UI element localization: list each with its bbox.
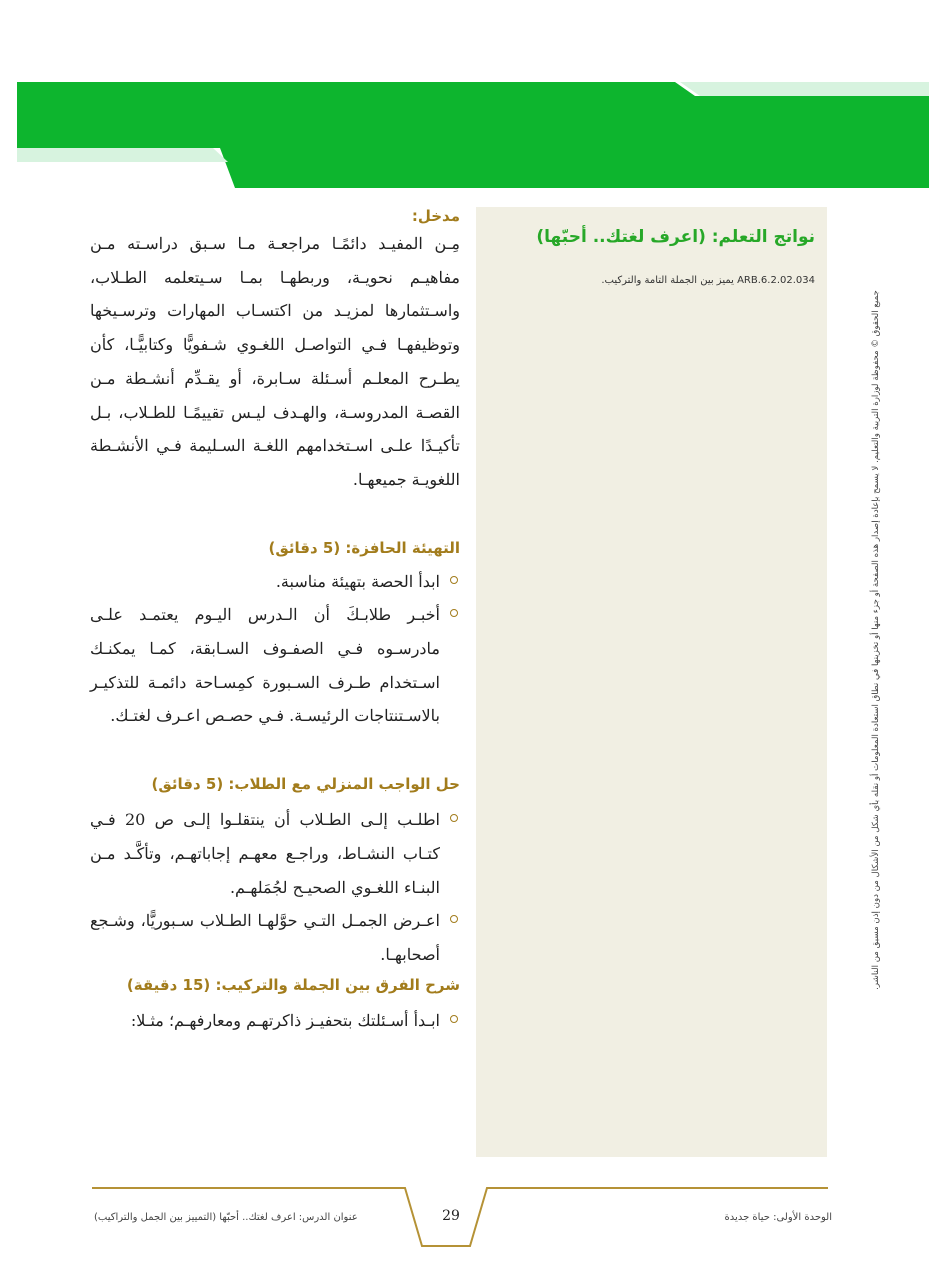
copyright-notice: جميع الحقوق © محفوظة لوزارة التربية والتعليم. لا يسمح بإعادة إصدار هذه الصفحة أو جزء منها أو تخزينها في نطاق استعادة المعلومات أو نقله بأي شكل من الأشكال من دون إذن مسبق من الناشر.	[871, 290, 881, 990]
homework-heading-label: حل الواجب المنزلي مع الطلاب:	[228, 775, 460, 794]
learning-outcomes-title: نواتج التعلم: (اعرف لغتك.. أحبّها)	[536, 227, 815, 247]
footer-unit-title: الوحدة الأولى: حياة جديدة	[724, 1212, 832, 1223]
warmup-list	[90, 565, 460, 734]
footer-frame	[0, 1180, 945, 1276]
bullet-circle-icon	[450, 576, 458, 584]
list-item	[90, 1004, 460, 1038]
list-item	[90, 598, 460, 733]
list-item	[90, 803, 460, 904]
warmup-item-text: أخبـر طلابـكَ أن الـدرس اليـوم يعتمـد علـى مادرسـوه فـي الصفـوف السـابقة، كمـا يمكنـك اسـتخدام طـرف السـبورة كمِسـاحة دائمـة للتذكيـر بالاسـتنتاجات الرئيسـة. فـي حصـص اعـرف لغتـك.	[90, 605, 440, 726]
bullet-circle-icon	[450, 1015, 458, 1023]
copyright-strip	[868, 290, 884, 990]
learning-outcome-item: ARB.6.2.02.034 يميز بين الجملة التامة والتركيب.	[601, 275, 815, 286]
homework-heading	[90, 773, 460, 795]
warmup-duration: (5 دقائق)	[268, 538, 341, 557]
bullet-circle-icon	[450, 609, 458, 617]
header-band	[0, 0, 945, 200]
explanation-heading-label: شرح الفرق بين الجملة والتركيب:	[215, 975, 460, 994]
homework-list	[90, 803, 460, 972]
learning-outcomes-panel	[476, 207, 827, 1157]
list-item	[90, 904, 460, 971]
header-light-stripe-bottom	[17, 148, 228, 162]
header-light-stripe-top	[680, 82, 929, 96]
intro-paragraph: مِـن المفيـد دائمًـا مراجعـة مـا سـبق دراسـته مـن مفاهيـم نحويـة، وربطهـا بمـا سـيتعلمه الطـلاب، واسـتثمارها لمزيـد من اكتسـاب المهارات وترسـيخها وتوظيفهـا فـي التواصـل اللغـوي شـفويًّا وكتابيًّـا، كأن يطـرح المعلـم أسـئلة سـابرة، أو يقـدِّم أنشـطة مـن القصـة المدروسـة، والهـدف ليـس تقييمًـا للطـلاب، بـل تأكيـدًا علـى اسـتخدامهم اللغـة السـليمة فـي الأنشـطة اللغويـة جميعهـا.	[90, 234, 460, 489]
warmup-heading-label: التهيئة الحافزة:	[345, 538, 460, 557]
warmup-heading	[90, 537, 460, 559]
header-green-band	[17, 82, 929, 188]
header-graphic	[0, 0, 945, 200]
explanation-duration: (15 دقيقة)	[126, 975, 211, 994]
page-number: 29	[442, 1208, 460, 1224]
bullet-circle-icon	[450, 915, 458, 923]
footer-lesson-title: عنوان الدرس: اعرف لغتك.. أحبّها (التمييز بين الجمل والتراكيب)	[94, 1212, 358, 1223]
homework-item-text: اطلـب إلـى الطـلاب أن ينتقلـوا إلـى ص 20 فـي كتـاب النشـاط، وراجـع معهـم إجاباتهـم، وتأكَّـد مـن البنـاء اللغـوي الصحيـح لجُمَلهـم.	[90, 810, 440, 897]
homework-item-text: اعـرض الجمـل التـي حوَّلهـا الطـلاب سـبوريًّا، وشـجع أصحابهـا.	[90, 911, 440, 964]
explanation-item-text: ابـدأ أسـئلتك بتحفيـز ذاكرتهـم ومعارفهـم؛ مثـلا:	[130, 1010, 440, 1030]
bullet-circle-icon	[450, 814, 458, 822]
list-item	[90, 565, 460, 599]
page-footer	[0, 1180, 945, 1276]
explanation-heading	[90, 974, 460, 996]
intro-heading: مدخل:	[411, 207, 460, 225]
homework-duration: (5 دقائق)	[151, 775, 224, 794]
explanation-list	[90, 1004, 460, 1038]
main-content	[90, 205, 460, 1037]
warmup-item-text: ابدأ الحصة بتهيئة مناسبة.	[275, 571, 440, 591]
